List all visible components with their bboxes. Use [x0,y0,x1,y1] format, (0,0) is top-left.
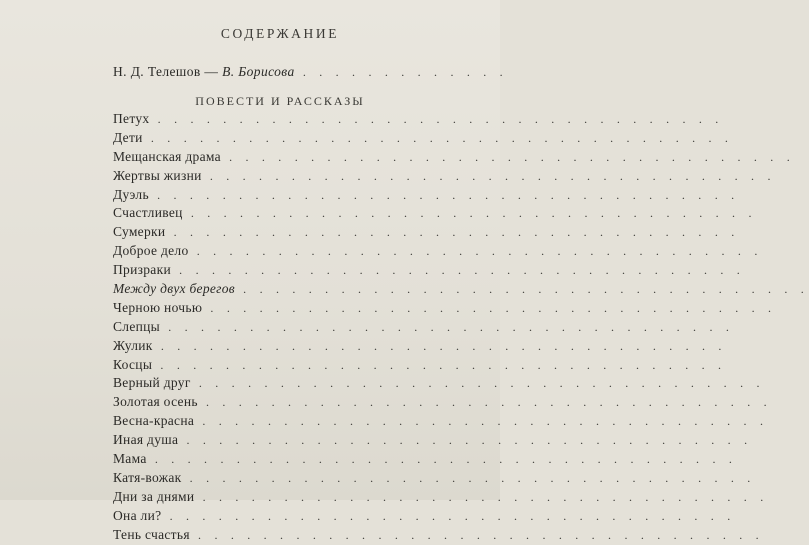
toc-item: Счастливец . . . . . . . . . . . . . . . . . . . . . . . . . . . . . . . . . . . [113,205,757,221]
toc-item: Золотая осень . . . . . . . . . . . . . . . . . . . . . . . . . . . . . . . . . . . [113,394,772,410]
intro-byline: В. Борисова [222,64,295,79]
toc-item: Тень счастья . . . . . . . . . . . . . . . . . . . . . . . . . . . . . . . . . . . [113,526,764,542]
toc-item: Черною ночью . . . . . . . . . . . . . . . . . . . . . . . . . . . . . . . . . . . [113,299,777,315]
toc-list [113,110,809,544]
intro-author: Н. Д. Телешов — [113,64,223,79]
intro-entry [113,64,508,80]
toc-item: Косцы . . . . . . . . . . . . . . . . . . . . . . . . . . . . . . . . . . . [113,356,727,372]
toc-item: Слепцы . . . . . . . . . . . . . . . . . . . . . . . . . . . . . . . . . . . [113,318,735,334]
toc-item: Между двух берегов . . . . . . . . . . . . . . . . . . . . . . . . . . . . . . . . . . . [113,281,809,297]
toc-item: Дни за днями . . . . . . . . . . . . . . . . . . . . . . . . . . . . . . . . . . . [113,488,769,504]
toc-item: Жулик . . . . . . . . . . . . . . . . . . . . . . . . . . . . . . . . . . . [113,337,727,353]
toc-item: Дуэль . . . . . . . . . . . . . . . . . . . . . . . . . . . . . . . . . . . . [113,186,740,202]
page-title: СОДЕРЖАНИЕ [220,26,340,41]
toc-item: Сумерки . . . . . . . . . . . . . . . . . . . . . . . . . . . . . . . . . . . [113,224,740,240]
leader-dots: . . . . . . . . . . . . . [294,65,508,79]
toc-item: Дети . . . . . . . . . . . . . . . . . . . . . . . . . . . . . . . . . . . . [113,129,734,145]
toc-item: Мещанская драма . . . . . . . . . . . . . . . . . . . . . . . . . . . . . . . . . . . [113,148,795,164]
section-title: ПОВЕСТИ И РАССКАЗЫ [195,94,365,108]
toc-item: Призраки . . . . . . . . . . . . . . . . . . . . . . . . . . . . . . . . . . . [113,262,745,278]
toc-item: Жертвы жизни . . . . . . . . . . . . . . . . . . . . . . . . . . . . . . . . . . . [113,167,776,183]
toc-item: Иная душа . . . . . . . . . . . . . . . . . . . . . . . . . . . . . . . . . . . [113,432,753,448]
toc-item: Доброе дело . . . . . . . . . . . . . . . . . . . . . . . . . . . . . . . . . . . [113,243,763,259]
toc-item: Она ли? . . . . . . . . . . . . . . . . . . . . . . . . . . . . . . . . . . . [113,507,736,523]
toc-item: Катя-вожак . . . . . . . . . . . . . . . . . . . . . . . . . . . . . . . . . . . [113,469,756,485]
toc-item: Весна-красна . . . . . . . . . . . . . . . . . . . . . . . . . . . . . . . . . . . [113,413,769,429]
toc-item: Петух . . . . . . . . . . . . . . . . . . . . . . . . . . . . . . . . . . . [113,111,724,126]
toc-item: Мама . . . . . . . . . . . . . . . . . . . . . . . . . . . . . . . . . . . . [113,451,738,467]
toc-item: Верный друг . . . . . . . . . . . . . . . . . . . . . . . . . . . . . . . . . . . [113,375,765,391]
